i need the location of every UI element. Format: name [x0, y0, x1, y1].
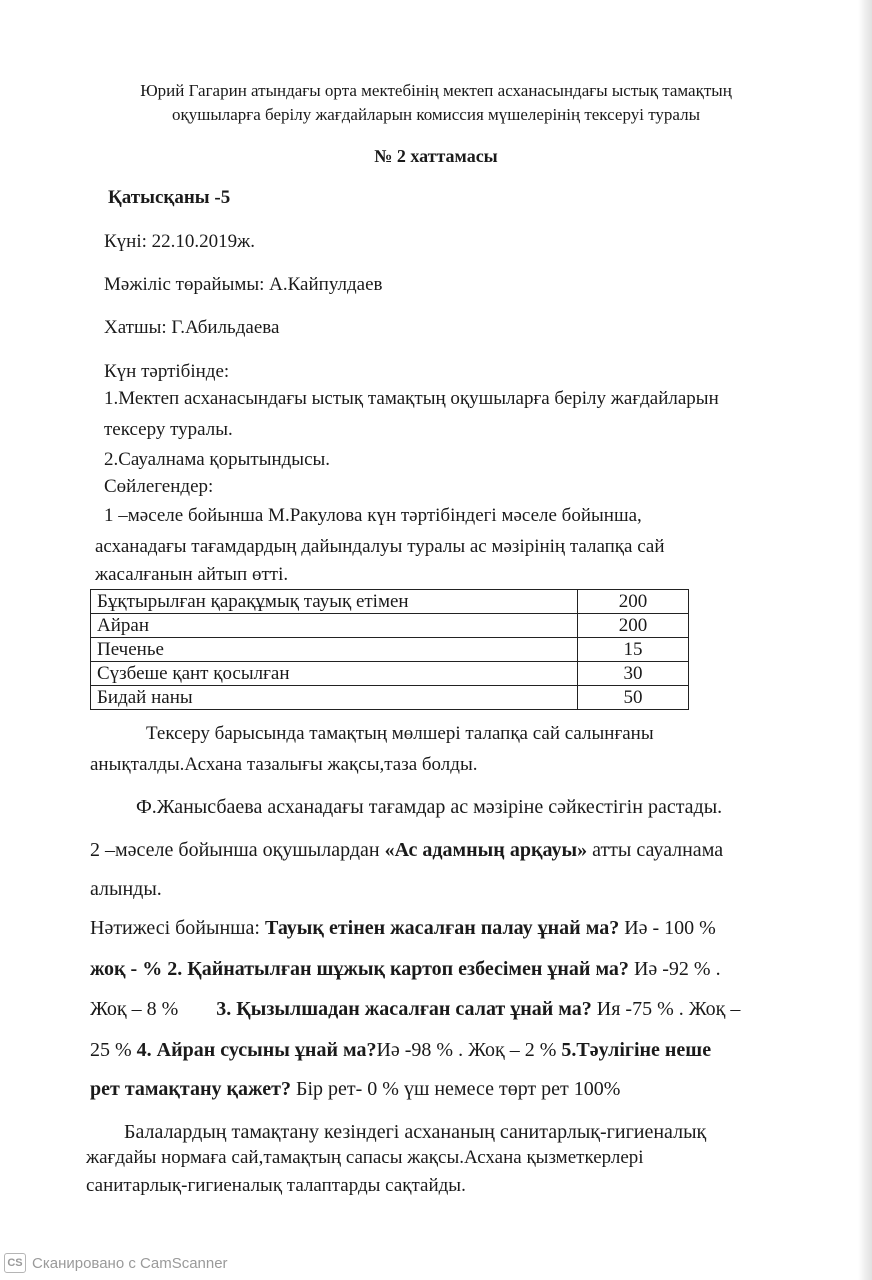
- conclusion-line-3: санитарлық-гигиеналық талаптарды сақтайды.: [86, 1175, 466, 1196]
- answer-5: Бір рет- 0 % үш немесе төрт рет 100%: [290, 1078, 621, 1100]
- dish-name: Печенье: [91, 638, 578, 662]
- menu-table: [90, 589, 689, 710]
- survey-pre: 2 –мәселе бойынша оқушылардан: [90, 839, 385, 861]
- dish-name: Сүзбеше қант қосылған: [91, 662, 578, 686]
- answer-1: Иә - 100 %: [619, 917, 716, 939]
- results-line-5: [90, 1077, 620, 1101]
- results-line-4: [90, 1038, 711, 1062]
- question-5-start: 5.Тәулігіне неше: [561, 1039, 712, 1061]
- meeting-chair: Мәжіліс төрайымы: А.Кайпулдаев: [104, 274, 383, 295]
- title-line-2: оқушыларға берілу жағдайларын комиссия мүшелерінің тексеруі туралы: [171, 105, 700, 124]
- survey-name: «Ас адамның арқауы»: [384, 839, 588, 861]
- camscanner-text: Сканировано с CamScanner: [32, 1254, 228, 1272]
- dish-amount: 30: [578, 662, 689, 686]
- results-line-1: [90, 916, 716, 940]
- camscanner-icon: CS: [4, 1253, 26, 1273]
- meeting-secretary: Хатшы: Г.Абильдаева: [104, 317, 280, 338]
- scan-edge-shadow: [858, 0, 872, 1280]
- dish-name: Айран: [91, 614, 578, 638]
- table-row: [91, 638, 689, 662]
- agenda-item-1-cont: тексеру туралы.: [104, 419, 233, 440]
- check-line-1: Тексеру барысында тамақтың мөлшері талапқа сай салынғаны: [146, 723, 654, 744]
- agenda-item-2: 2.Сауалнама қорытындысы.: [104, 449, 331, 470]
- answer-4: Иә -98 % . Жоқ – 2 %: [376, 1039, 562, 1061]
- dish-amount: 15: [578, 638, 689, 662]
- title-line-1: Юрий Гагарин атындағы орта мектебінің мектеп асханасындағы ыстық тамақтың: [140, 81, 732, 100]
- question-2: жоқ - % 2. Қайнатылған шұжық картоп езбесімен ұнай ма?: [90, 958, 629, 980]
- check-line-2: анықталды.Асхана тазалығы жақсы,таза болды.: [90, 754, 478, 775]
- survey-line-1: [90, 838, 723, 862]
- dish-amount: 200: [578, 590, 689, 614]
- conclusion-line-2: жағдайы нормаға сай,тамақтың сапасы жақсы.Асхана қызметкерлері: [86, 1147, 644, 1168]
- answer-3-no: 25 %: [90, 1039, 137, 1061]
- speech-1-line-3: жасалғанын айтып өтті.: [95, 564, 289, 585]
- results-intro: Нәтижесі бойынша:: [90, 917, 265, 939]
- table-row: [91, 686, 689, 710]
- answer-2-no: Жоқ – 8 %: [90, 998, 179, 1020]
- results-line-3: [90, 997, 740, 1021]
- question-4: 4. Айран сусыны ұнай ма?: [136, 1039, 377, 1061]
- agenda-title: Күн тәртібінде:: [104, 361, 230, 382]
- attendance: Қатысқаны -5: [108, 187, 231, 208]
- dish-name: Бұқтырылған қарақұмық тауық етімен: [91, 590, 578, 614]
- answer-2: Иә -92 % .: [628, 958, 721, 980]
- meeting-date: Күні: 22.10.2019ж.: [104, 231, 256, 252]
- dish-amount: 50: [578, 686, 689, 710]
- question-1: Тауық етінен жасалған палау ұнай ма?: [264, 917, 620, 939]
- camscanner-watermark: [0, 1250, 264, 1276]
- survey-line-2: алынды.: [90, 878, 162, 900]
- speech-1-line-1: 1 –мәселе бойынша М.Ракулова күн тәртібіндегі мәселе бойынша,: [104, 505, 642, 526]
- dish-name: Бидай наны: [91, 686, 578, 710]
- dish-amount: 200: [578, 614, 689, 638]
- speakers-title: Сөйлегендер:: [104, 476, 214, 497]
- table-row: [91, 662, 689, 686]
- agenda-item-1: 1.Мектеп асханасындағы ыстық тамақтың оқушыларға берілу жағдайларын: [104, 388, 719, 409]
- answer-3: Ия -75 % . Жоқ –: [591, 998, 741, 1020]
- protocol-heading: № 2 хаттамасы: [374, 146, 498, 166]
- table-row: [91, 614, 689, 638]
- conclusion-line-1: Балалардың тамақтану кезіндегі асхананың санитарлық-гигиеналық: [124, 1121, 707, 1143]
- question-5: рет тамақтану қажет?: [90, 1078, 291, 1100]
- speech-1-line-2: асханадағы тағамдардың дайындалуы туралы ас мәзірінің талапқа сай: [95, 536, 665, 557]
- results-line-2: [90, 957, 721, 981]
- survey-post: атты сауалнама: [587, 839, 724, 861]
- confirm-line: Ф.Жанысбаева асханадағы тағамдар ас мәзіріне сәйкестігін растады.: [136, 796, 723, 818]
- table-row: [91, 590, 689, 614]
- question-3: 3. Қызылшадан жасалған салат ұнай ма?: [216, 998, 592, 1020]
